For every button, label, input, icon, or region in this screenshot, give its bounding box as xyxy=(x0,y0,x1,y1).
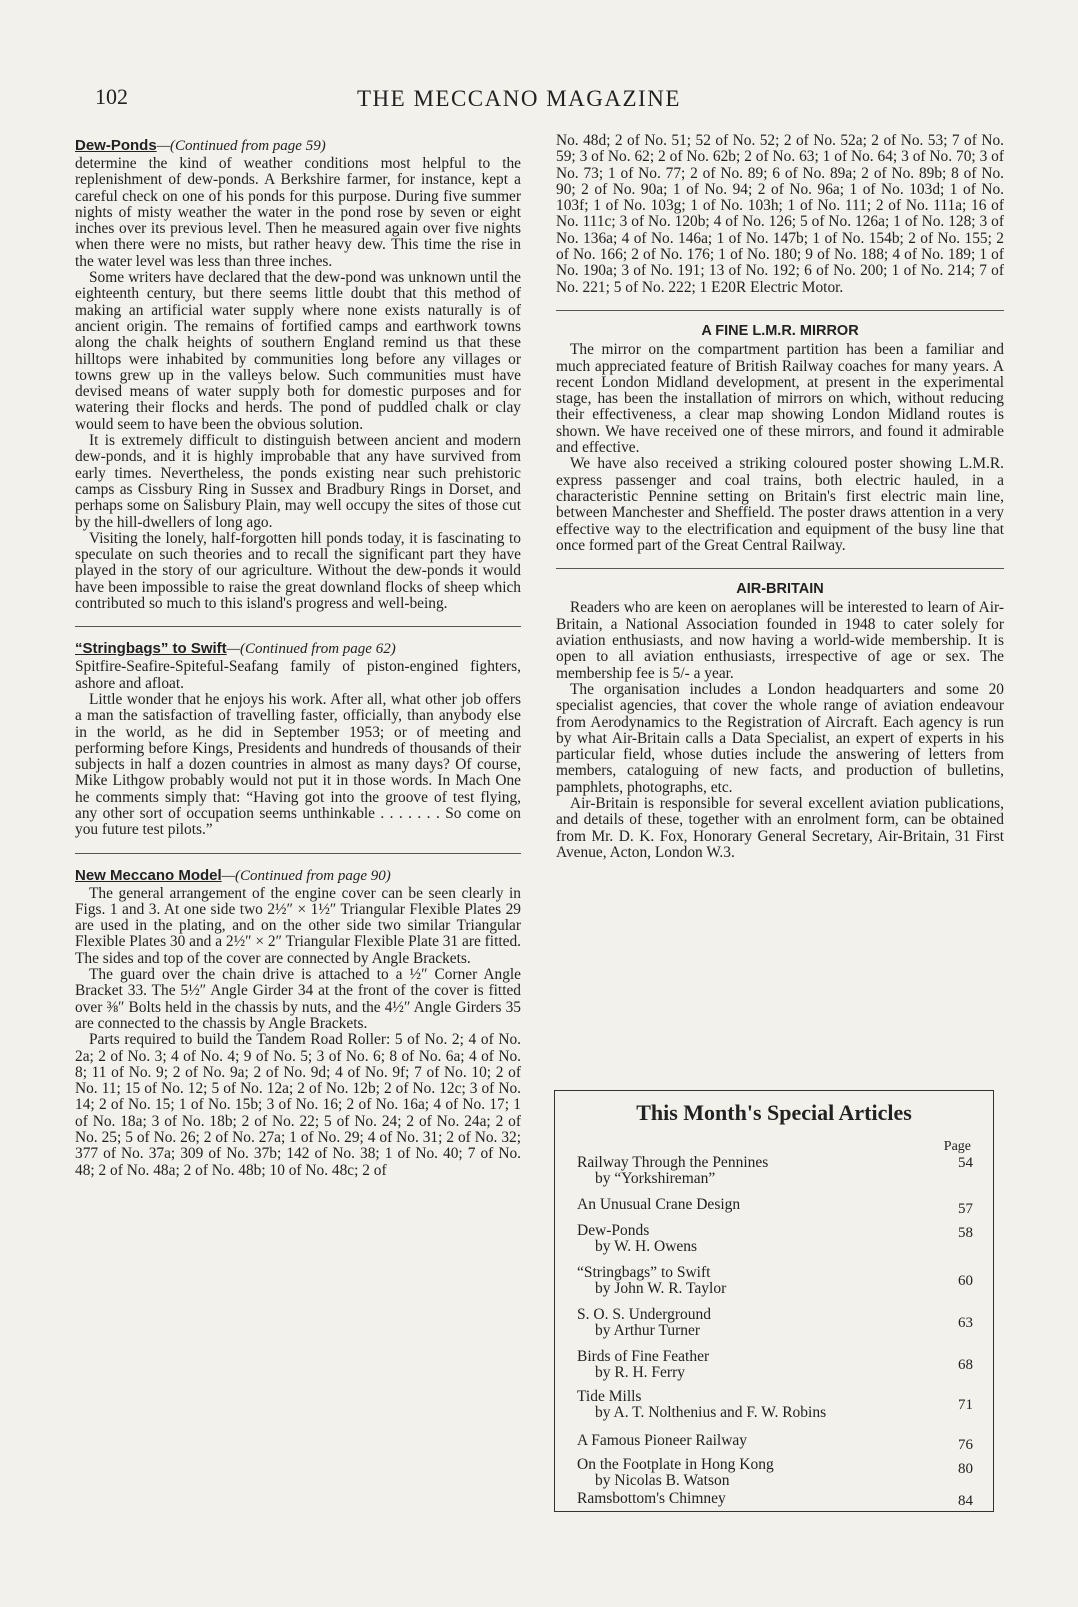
parts-list: Parts required to build the Tandem Road Roller: 5 of No. 2; 4 of No. 2a; 2 of No. 3; 4 of No. 4; 9 of No. 5; 3 of No. 6; 8 of No. 6a; 4 of No. 8; 11 of No. 9; 2 of No. 9a; 2 of No. 9d; 4 of No. 9f; 7 of No. 10; 2 of No. 11; 15 of No. 12; 5 of No. 12a; 2 of No. 12b; 2 of No. 12c; 3 of No. 14; 2 of No. 15; 1 of No. 15b; 3 of No. 16; 2 of No. 16a; 4 of No. 17; 1 of No. 18a; 3 of No. 18b; 2 of No. 22; 5 of No. 24; 2 of No. 24a; 2 of No. 25; 5 of No. 26; 2 of No. 27a; 1 of No. 29; 4 of No. 31; 2 of No. 32; 377 of No. 37a; 309 of No. 37b; 142 of No. 38; 1 of No. 40; 7 of No. 48; 2 of No. 48a; 2 of No. 48b; 10 of No. 48c; 2 of xyxy=(75,1031,521,1179)
article-entry xyxy=(577,1307,973,1339)
section-heading-meccano-model xyxy=(75,866,521,886)
article-page: 60 xyxy=(958,1273,973,1289)
article-page: 58 xyxy=(958,1225,973,1241)
article-page: 80 xyxy=(958,1461,973,1477)
article-entry xyxy=(577,1457,973,1489)
article-entry xyxy=(577,1389,973,1421)
article-title: “Stringbags” to Swift xyxy=(577,1264,711,1281)
paragraph: Little wonder that he enjoys his work. After all, what other job offers a man the satisfaction of travelling faster, officially, than anybody else in the world, as he did in September 1953; or of meeting and performing before Kings, Presidents and hundreds of thousands of their subjects in half a dozen countries in almost as many days? Of course, Mike Lithgow probably would not put it in those words. In Mach One he comments simply that: “Having got into the groove of test flying, any other sort of occupation seems unthinkable . . . . . . . So come on you future test pilots.” xyxy=(75,690,521,839)
article-page: 68 xyxy=(958,1357,973,1373)
paragraph: Spitfire-Seafire-Spiteful-Seafang family of piston-engined fighters, ashore and afloat. xyxy=(75,658,521,692)
divider xyxy=(75,853,521,854)
article-page: 57 xyxy=(958,1201,973,1217)
section-heading-dew-ponds xyxy=(75,136,521,156)
page-header xyxy=(95,84,695,124)
paragraph: We have also received a striking coloured poster showing L.M.R. express passenger and coal trains, both electric hauled, in a characteristic Pennine setting on Britain's first electric main line, between Manchester and Sheffield. The poster draws attention in a very effective way to the electrification and equipment of the busy line that once formed part of the Great Central Railway. xyxy=(556,455,1004,554)
section-heading-air-britain: AIR-BRITAIN xyxy=(736,581,824,598)
paragraph: Some writers have declared that the dew-pond was unknown until the eighteenth century, but there seems little doubt that this method of making an artificial water supply where none exists naturally is of ancient origin. The remains of fortified camps and earthwork towns along the chalk heights of southern England remind us that these hilltops were inhabited by communities long before any villages or towns grew up in the valleys below. Such communities must have devised means of water supply both for domestic purposes and for watering their flocks and herds. The pond of puddled chalk or clay would seem to have been the obvious solution. xyxy=(75,269,521,433)
article-author: by Arthur Turner xyxy=(595,1322,701,1339)
article-title: An Unusual Crane Design xyxy=(577,1196,741,1213)
article-entry xyxy=(577,1196,973,1217)
article-author: by R. H. Ferry xyxy=(595,1364,685,1381)
article-title: S. O. S. Underground xyxy=(577,1306,712,1323)
right-column xyxy=(556,133,1004,861)
article-author: by W. H. Owens xyxy=(595,1238,698,1255)
section-title: New Meccano Model xyxy=(75,866,222,884)
section-title: “Stringbags” to Swift xyxy=(75,640,227,658)
article-title: On the Footplate in Hong Kong xyxy=(577,1456,774,1473)
article-entry xyxy=(577,1265,973,1297)
paragraph: Visiting the lonely, half-forgotten hill ponds today, it is fascinating to speculate on such theories and to recall the significant part they have played in the story of our agriculture. Without the dew-ponds it would have been impossible to raise the great downland flocks of sheep which contributed so much to this island's progress and well-being. xyxy=(75,529,521,613)
article-title: Ramsbottom's Chimney xyxy=(577,1490,726,1507)
continued-note: —(Continued from page 90) xyxy=(221,867,391,884)
continued-note: —(Continued from page 59) xyxy=(156,138,326,154)
article-author: by Nicolas B. Watson xyxy=(595,1472,730,1489)
article-title: Railway Through the Pennines xyxy=(577,1154,769,1171)
article-title: Birds of Fine Feather xyxy=(577,1348,710,1365)
page-column-header: Page xyxy=(943,1139,971,1154)
parts-list-continued: No. 48d; 2 of No. 51; 52 of No. 52; 2 of No. 52a; 2 of No. 53; 7 of No. 59; 3 of No. 62; 2 of No. 62b; 2 of No. 63; 1 of No. 64; 3 of No. 70; 3 of No. 73; 1 of No. 77; 2 of No. 89; 6 of No. 89a; 2 of No. 89b; 8 of No. 90; 2 of No. 90a; 1 of No. 94; 2 of No. 96a; 1 of No. 103d; 1 of No. 103f; 1 of No. 103g; 1 of No. 103h; 1 of No. 111; 2 of No. 111a; 16 of No. 111c; 3 of No. 120b; 4 of No. 126; 5 of No. 126a; 1 of No. 128; 3 of No. 136a; 4 of No. 146a; 1 of No. 147b; 1 of No. 154b; 2 of No. 155; 2 of No. 166; 2 of No. 176; 1 of No. 180; 9 of No. 188; 4 of No. 189; 1 of No. 190a; 3 of No. 191; 13 of No. 192; 6 of No. 200; 1 of No. 214; 7 of No. 221; 5 of No. 222; 1 E20R Electric Motor. xyxy=(556,132,1004,296)
article-page: 84 xyxy=(958,1493,973,1509)
paragraph: determine the kind of weather conditions most helpful to the replenishment of dew-ponds. A Berkshire farmer, for instance, kept a careful check on one of his ponds for this purpose. During five summer nights of misty weather the water in the pond rose by seven or eight inches over its previous level. Then he measured again over five nights when there were no mists, but rather heavy dew. This time the rise in the water level was less than three inches. xyxy=(75,155,521,270)
article-title: A Famous Pioneer Railway xyxy=(577,1432,748,1449)
magazine-title: THE MECCANO MAGAZINE xyxy=(357,86,681,111)
divider xyxy=(75,626,521,627)
article-entry xyxy=(577,1349,973,1381)
paragraph: The organisation includes a London headquarters and some 20 specialist agencies, that cover the whole range of aviation endeavour from Aerodynamics to the Registration of Aircraft. Each agency is run by what Air-Britain calls a Data Specialist, an expert of experts in his particular field, whose duties include the answering of letters from members, cataloguing of new facts, and production of bulletins, pamphlets, photographs, etc. xyxy=(556,680,1004,796)
paragraph: Air-Britain is responsible for several excellent aviation publications, and details of these, together with an enrolment form, can be obtained from Mr. D. K. Fox, Honorary General Secretary, Air-Britain, 31 First Avenue, Acton, London W.3. xyxy=(556,794,1004,861)
article-title: Tide Mills xyxy=(577,1388,642,1405)
paragraph: The guard over the chain drive is attached to a ½″ Corner Angle Bracket 33. The 5½″ Angle Girder 34 at the front of the cover is fitted over ⅜″ Bolts held in the chassis by nuts, and the 4½″ Angle Girders 35 are connected to the chassis by Angle Brackets. xyxy=(75,966,521,1032)
page-number: 102 xyxy=(95,84,128,109)
continued-note: —(Continued from page 62) xyxy=(226,641,396,658)
article-page: 71 xyxy=(958,1397,973,1413)
paragraph: The general arrangement of the engine cover can be seen clearly in Figs. 1 and 3. At one side two 2½″ × 1½″ Triangular Flexible Plates 29 are used in the plating, and on the other side two similar Triangular Flexible Plates 30 and a 2½″ × 2″ Triangular Flexible Plate 31 are fitted. The sides and top of the cover are connected by Angle Brackets. xyxy=(75,884,521,967)
article-author: by “Yorkshireman” xyxy=(595,1170,716,1187)
article-title: Dew-Ponds xyxy=(577,1222,650,1239)
article-page: 54 xyxy=(958,1155,973,1171)
section-title: Dew-Ponds xyxy=(75,137,157,154)
article-entry xyxy=(577,1223,973,1255)
section-heading-lmr-mirror: A FINE L.M.R. MIRROR xyxy=(701,322,859,339)
article-entry xyxy=(577,1491,973,1507)
article-entry xyxy=(577,1155,973,1187)
paragraph: The mirror on the compartment partition has been a familiar and much appreciated feature of British Railway coaches for many years. A recent London Midland development, at present in the experimental stage, has been the installation of mirrors on which, without reducing their effectiveness, a clear map showing London Midland routes is shown. We have received one of these mirrors, and found it admirable and effective. xyxy=(556,341,1004,457)
divider xyxy=(556,568,1004,569)
divider xyxy=(556,310,1004,311)
article-entry xyxy=(577,1432,973,1453)
special-articles-title: This Month's Special Articles xyxy=(636,1100,912,1125)
article-author: by A. T. Nolthenius and F. W. Robins xyxy=(595,1404,827,1421)
special-articles-box xyxy=(554,1090,994,1512)
section-heading-stringbags xyxy=(75,639,521,659)
paragraph: Readers who are keen on aeroplanes will be interested to learn of Air-Britain, a National Association founded in 1948 to cater solely for aviation enthusiasts, and now having a world-wide membership. It is open to all aviation enthusiasts, irrespective of age or sex. The membership fee is 5/- a year. xyxy=(556,599,1004,682)
article-author: by John W. R. Taylor xyxy=(595,1280,727,1297)
article-page: 76 xyxy=(958,1437,973,1453)
left-column xyxy=(75,136,521,1179)
paragraph: It is extremely difficult to distinguish between ancient and modern dew-ponds, and it is highly improbable that any have survived from early times. Nevertheless, the ponds existing near such prehistoric camps as Cissbury Ring in Sussex and Bradbury Rings in Dorset, and perhaps some on Salisbury Plain, may well occupy the sites of those cut by the hill-dwellers of long ago. xyxy=(75,432,521,531)
article-page: 63 xyxy=(958,1315,973,1331)
